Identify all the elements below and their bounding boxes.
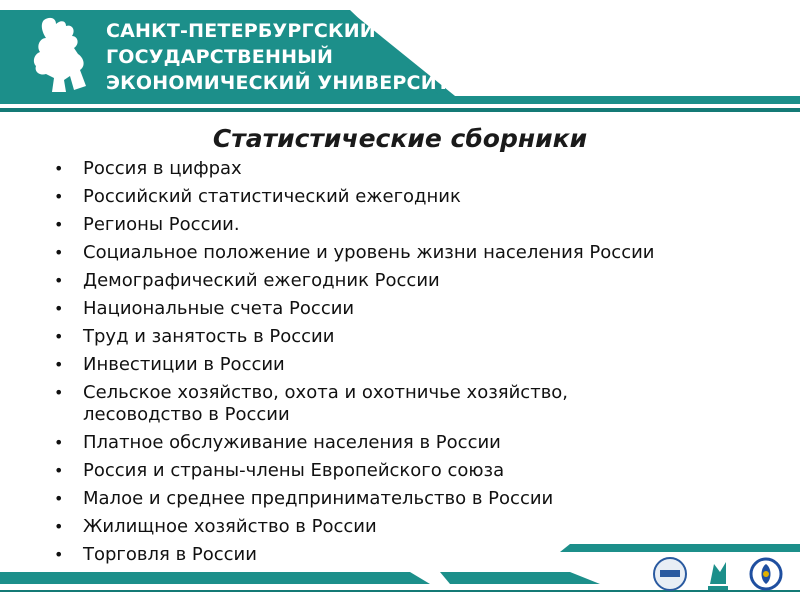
list-item — [50, 270, 750, 292]
list-item-text: Жилищное хозяйство в России — [83, 516, 377, 537]
bullet-icon: • — [54, 271, 64, 290]
list-item — [50, 158, 750, 180]
list-item — [50, 242, 750, 264]
list-item — [50, 382, 750, 426]
bullet-icon: • — [54, 159, 64, 178]
list-item — [50, 432, 750, 454]
list-item-text: Национальные счета России — [83, 298, 355, 319]
collections-list — [50, 158, 750, 572]
university-name-line-2: ГОСУДАРСТВЕННЫЙ — [106, 46, 334, 68]
list-item-text: Труд и занятость в России — [83, 326, 335, 347]
university-name-line-1: САНКТ-ПЕТЕРБУРГСКИЙ — [106, 20, 376, 42]
list-item-text: Сельское хозяйство, охота и охотничье хозяйство, лесоводство в России — [83, 382, 569, 425]
bullet-icon: • — [54, 461, 64, 480]
list-item — [50, 488, 750, 510]
bullet-icon: • — [54, 433, 64, 452]
bullet-icon: • — [54, 187, 64, 206]
list-item-text: Малое и среднее предпринимательство в России — [83, 488, 554, 509]
list-item — [50, 516, 750, 538]
bullet-icon: • — [54, 327, 64, 346]
finec-logo-icon — [700, 554, 736, 594]
list-item-text: Инвестиции в России — [83, 354, 285, 375]
engecon-logo-icon — [652, 554, 688, 594]
bullet-icon: • — [54, 215, 64, 234]
list-item-text: Платное обслуживание населения в России — [83, 432, 501, 453]
list-item-text: Торговля в России — [83, 544, 257, 565]
list-item-text: Россия в цифрах — [83, 158, 242, 179]
list-item-text: Социальное положение и уровень жизни населения России — [83, 242, 655, 263]
list-item — [50, 298, 750, 320]
list-item — [50, 186, 750, 208]
page-title: Статистические сборники — [212, 124, 588, 153]
university-name-line-3: ЭКОНОМИЧЕСКИЙ УНИВЕРСИТЕТ — [106, 72, 477, 94]
list-item — [50, 460, 750, 482]
bullet-icon: • — [54, 355, 64, 374]
list-item-text: Демографический ежегодник России — [83, 270, 440, 291]
bullet-icon: • — [54, 489, 64, 508]
list-item — [50, 354, 750, 376]
list-item-text: Регионы России. — [83, 214, 240, 235]
list-item-text: Российский статистический ежегодник — [83, 186, 461, 207]
bullet-icon: • — [54, 299, 64, 318]
university-name — [106, 18, 476, 96]
list-item — [50, 326, 750, 348]
griffin-icon — [26, 14, 98, 96]
list-item — [50, 214, 750, 236]
bullet-icon: • — [54, 517, 64, 536]
list-item-text: Россия и страны-члены Европейского союза — [83, 460, 505, 481]
bullet-icon: • — [54, 383, 64, 402]
third-logo-icon — [748, 554, 784, 594]
bullet-icon: • — [54, 243, 64, 262]
footer-logos — [652, 552, 784, 596]
bullet-icon: • — [54, 545, 64, 564]
